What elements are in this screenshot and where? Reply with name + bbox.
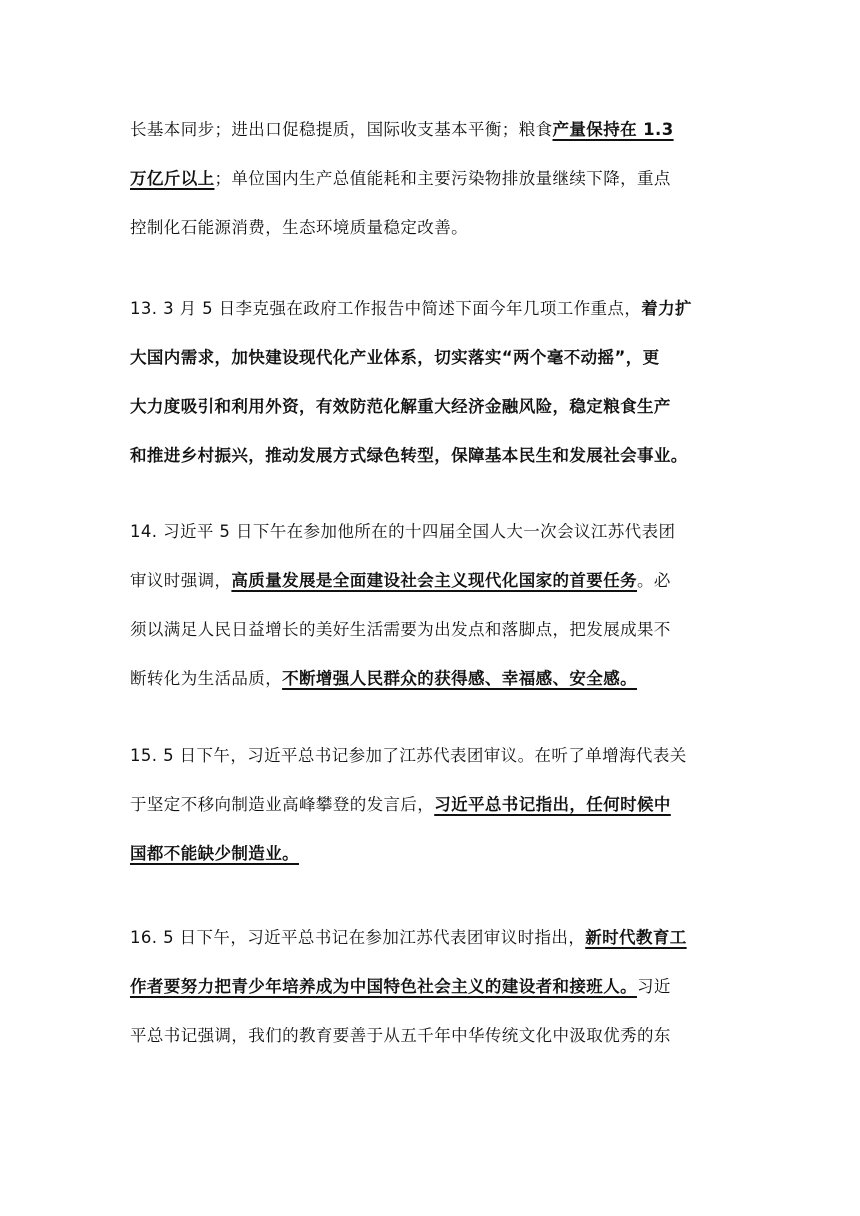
body-text: 须以满足人民日益增长的美好生活需要为出发点和落脚点，把发展成果不 bbox=[130, 620, 671, 639]
body-text: ；单位国内生产总值能耗和主要污染物排放量继续下降，重点 bbox=[214, 169, 671, 188]
body-text: 。必 bbox=[637, 571, 671, 590]
text-line bbox=[130, 118, 740, 167]
text-line bbox=[130, 395, 740, 444]
body-text: 于坚定不移向制造业高峰攀登的发言后， bbox=[130, 795, 435, 814]
paragraph-13 bbox=[130, 297, 740, 493]
body-text: 断转化为生活品质， bbox=[130, 669, 283, 688]
text-line bbox=[130, 216, 740, 265]
paragraph-15 bbox=[130, 744, 740, 891]
bold-text: 大力度吸引和利用外资，有效防范化解重大经济金融风险，稳定粮食生产 bbox=[130, 397, 671, 416]
text-line bbox=[130, 744, 740, 793]
emphasized-text: 产量保持在 1.3 bbox=[552, 120, 674, 139]
body-text: 审议时强调， bbox=[130, 571, 232, 590]
paragraph-12-continuation bbox=[130, 118, 740, 265]
body-text: 控制化石能源消费，生态环境质量稳定改善。 bbox=[130, 218, 468, 237]
body-text: 15. 5 日下午，习近平总书记参加了江苏代表团审议。在听了单增海代表关 bbox=[130, 746, 687, 765]
body-text: 习近 bbox=[637, 977, 671, 996]
text-line bbox=[130, 346, 740, 395]
body-text: 16. 5 日下午，习近平总书记在参加江苏代表团审议时指出， bbox=[130, 928, 586, 947]
body-text: 14. 习近平 5 日下午在参加他所在的十四届全国人大一次会议江苏代表团 bbox=[130, 522, 676, 541]
text-line bbox=[130, 926, 740, 975]
emphasized-text: 高质量发展是全面建设社会主义现代化国家的首要任务 bbox=[231, 571, 638, 590]
body-text: 长基本同步；进出口促稳提质，国际收支基本平衡；粮食 bbox=[130, 120, 553, 139]
bold-text: 着力扩 bbox=[641, 299, 692, 318]
text-line bbox=[130, 975, 740, 1024]
text-line bbox=[130, 167, 740, 216]
body-text: 13. 3 月 5 日李克强在政府工作报告中简述下面今年几项工作重点， bbox=[130, 299, 642, 318]
paragraph-14 bbox=[130, 520, 740, 716]
emphasized-text: 国都不能缺少制造业。 bbox=[130, 844, 299, 863]
emphasized-text: 习近平总书记指出，任何时候中 bbox=[434, 795, 671, 814]
text-line bbox=[130, 297, 740, 346]
bold-text: 和推进乡村振兴，推动发展方式绿色转型，保障基本民生和发展社会事业。 bbox=[130, 446, 688, 465]
paragraph-16 bbox=[130, 926, 740, 1073]
emphasized-text: 作者要努力把青少年培养成为中国特色社会主义的建设者和接班人。 bbox=[130, 977, 637, 996]
text-line bbox=[130, 618, 740, 667]
emphasized-text: 新时代教育工 bbox=[585, 928, 687, 947]
text-line bbox=[130, 667, 740, 716]
body-text: 平总书记强调，我们的教育要善于从五千年中华传统文化中汲取优秀的东 bbox=[130, 1026, 671, 1045]
emphasized-text: 万亿斤以上 bbox=[130, 169, 215, 188]
text-line bbox=[130, 793, 740, 842]
emphasized-text: 不断增强人民群众的获得感、幸福感、安全感。 bbox=[282, 669, 638, 688]
text-line bbox=[130, 520, 740, 569]
text-line bbox=[130, 569, 740, 618]
text-line bbox=[130, 842, 740, 891]
bold-text: 大国内需求，加快建设现代化产业体系，切实落实“两个毫不动摇”，更 bbox=[130, 348, 660, 367]
text-line bbox=[130, 444, 740, 493]
text-line bbox=[130, 1024, 740, 1073]
